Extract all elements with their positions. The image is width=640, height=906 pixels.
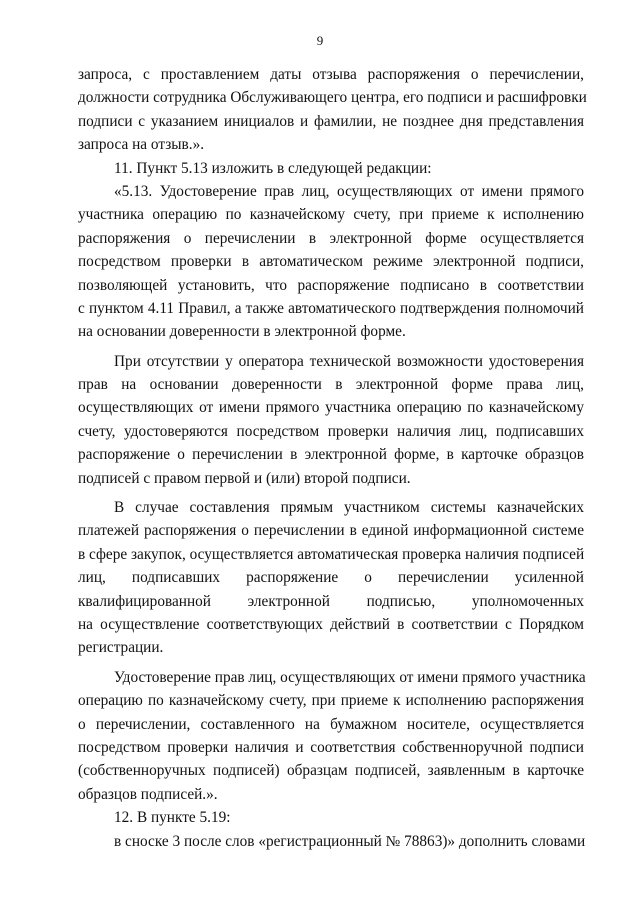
text-line: (собственноручных подписей) образцам подписей, заявленным в карточке bbox=[78, 762, 584, 780]
text-line: лиц, подписавших распоряжение о перечислении усиленной bbox=[78, 569, 584, 587]
page-number: 9 bbox=[316, 33, 324, 48]
text-line: 11. Пункт 5.13 изложить в следующей редакции: bbox=[114, 159, 432, 177]
text-line: посредством проверки в автоматическом режиме электронной подписи, bbox=[78, 253, 584, 271]
text-line: в сноске 3 после слов «регистрационный № 78863)» дополнить словами bbox=[114, 832, 586, 850]
text-line: о перечислении, составленного на бумажном носителе, осуществляется bbox=[78, 715, 584, 733]
text-line: «5.13. Удостоверение прав лиц, осуществляющих от имени прямого bbox=[114, 182, 584, 200]
text-line: 12. В пункте 5.19: bbox=[114, 809, 231, 827]
text-line: на осуществление соответствующих действий в соответствии с Порядком bbox=[78, 615, 584, 633]
text-line: подписей с правом первой и (или) второй подписи. bbox=[78, 469, 411, 487]
text-line: участника операцию по казначейскому счету, при приеме к исполнению bbox=[78, 206, 584, 224]
text-line: с пунктом 4.11 Правил, а также автоматического подтверждения полномочий bbox=[78, 299, 584, 317]
text-line: в сфере закупок, осуществляется автоматическая проверка наличия подписей bbox=[78, 545, 585, 563]
text-line: распоряжение о перечислении в электронной форме, в карточке образцов bbox=[78, 446, 584, 464]
text-line: посредством проверки наличия и соответствия собственноручной подписи bbox=[78, 738, 584, 756]
text-line: регистрации. bbox=[78, 639, 164, 657]
text-line: осуществляющих от имени прямого участника операцию по казначейскому bbox=[78, 399, 584, 417]
text-line: подписи с указанием инициалов и фамилии, не позднее дня представления bbox=[78, 112, 584, 130]
text-line: образцов подписей.». bbox=[78, 785, 218, 803]
text-line: запроса, с проставлением даты отзыва распоряжения о перечислении, bbox=[78, 66, 584, 83]
text-line: распоряжения о перечислении в электронной форме осуществляется bbox=[78, 229, 584, 247]
text-line: запроса на отзыв.». bbox=[78, 136, 205, 154]
text-line: платежей распоряжения о перечислении в единой информационной системе bbox=[78, 522, 584, 540]
text-line: прав на основании доверенности в электронной форме права лиц, bbox=[78, 376, 584, 394]
text-line: должности сотрудника Обслуживающего центра, его подписи и расшифровки bbox=[78, 89, 587, 107]
text-line: В случае составления прямым участником системы казначейских bbox=[114, 499, 584, 517]
text-line: позволяющей установить, что распоряжение подписано в соответствии bbox=[78, 276, 584, 294]
text-line: Удостоверение прав лиц, осуществляющих от имени прямого участника bbox=[114, 668, 586, 686]
body-text bbox=[78, 63, 587, 853]
text-line: При отсутствии у оператора технической возможности удостоверения bbox=[114, 352, 584, 370]
text-line: на основании доверенности в электронной форме. bbox=[78, 323, 406, 341]
text-line: операцию по казначейскому счету, при приеме к исполнению распоряжения bbox=[78, 692, 584, 710]
text-line: квалифицированной электронной подписью, уполномоченных bbox=[78, 592, 584, 610]
text-line: счету, удостоверяются посредством проверки наличия лиц, подписавших bbox=[78, 422, 584, 440]
